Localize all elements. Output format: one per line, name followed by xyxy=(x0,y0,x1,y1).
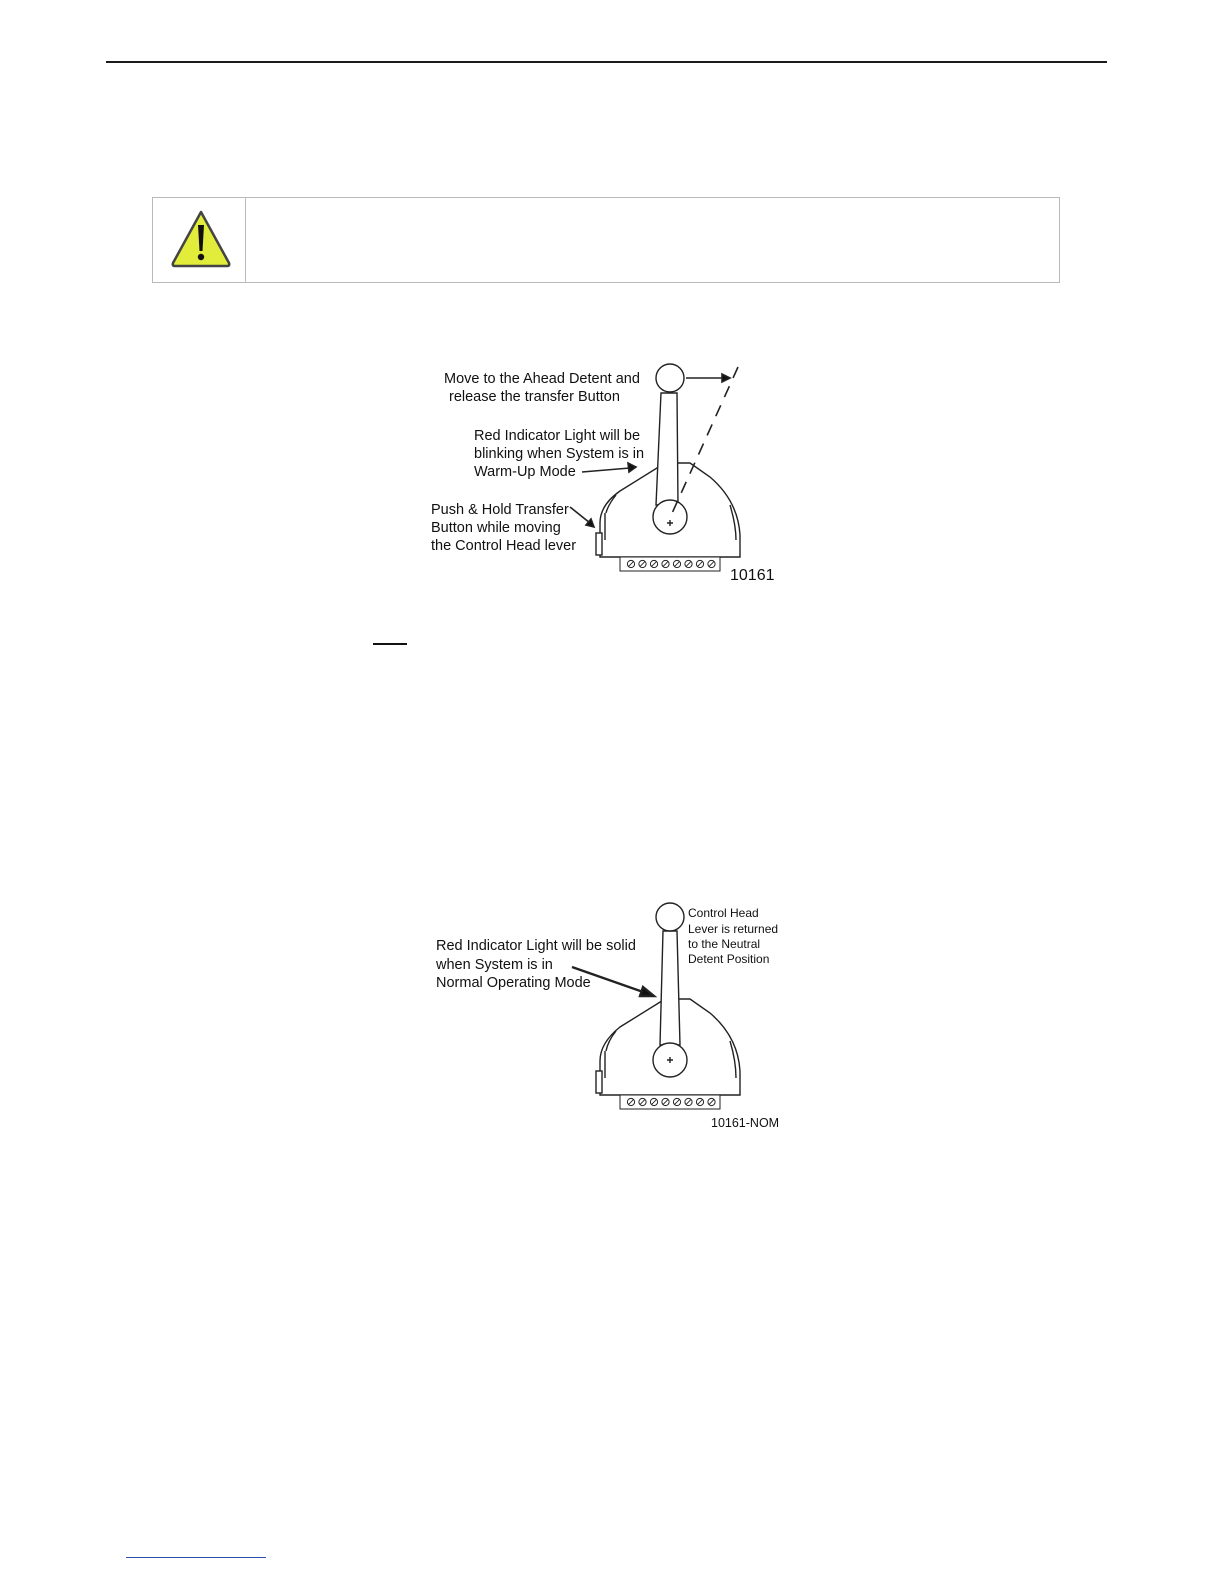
label-transfer-line-1: Push & Hold Transfer xyxy=(431,502,569,518)
figure-1-id: 10161 xyxy=(730,567,775,584)
warning-divider xyxy=(245,198,246,282)
label-blinking-line-3: Warm-Up Mode xyxy=(474,464,576,480)
figure-2-id: 10161-NOM xyxy=(711,1116,780,1130)
label-neutral-line-1: Control Head xyxy=(688,906,759,920)
svg-text:Red Indicator Light will be so xyxy=(435,938,640,991)
label-transfer-line-3: the Control Head lever xyxy=(431,538,577,554)
svg-text:Control Head Lever is re xyxy=(688,906,781,966)
label-neutral-line-2: Lever is returned xyxy=(688,922,779,936)
figure-warm-up-mode xyxy=(420,355,800,595)
label-blinking-line-2: blinking when System is in xyxy=(474,446,645,462)
terminal-strip xyxy=(620,1095,720,1109)
warning-box xyxy=(152,197,1060,283)
label-neutral-line-3: to the Neutral xyxy=(688,937,761,951)
label-ahead-line-1: Move to the Ahead Detent and xyxy=(444,371,640,387)
label-neutral-line-4: Detent Position xyxy=(688,952,770,966)
footer-link-underline xyxy=(126,1557,266,1558)
control-lever xyxy=(653,364,687,534)
label-solid-line-1: Red Indicator Light will be solid xyxy=(436,938,636,954)
warning-triangle-icon xyxy=(170,209,232,269)
terminal-strip xyxy=(620,557,720,571)
label-transfer-line-2: Button while moving xyxy=(431,520,561,536)
label-blinking-line-1: Red Indicator Light will be xyxy=(474,428,641,444)
figure-normal-operating-mode xyxy=(420,895,800,1135)
underline-mark xyxy=(373,643,407,645)
label-ahead-line-2: release the transfer Button xyxy=(449,389,620,405)
label-solid-line-3: Normal Operating Mode xyxy=(436,975,591,991)
label-solid-line-2: when System is in xyxy=(436,957,553,973)
control-lever xyxy=(653,903,687,1077)
header-rule xyxy=(106,61,1107,63)
